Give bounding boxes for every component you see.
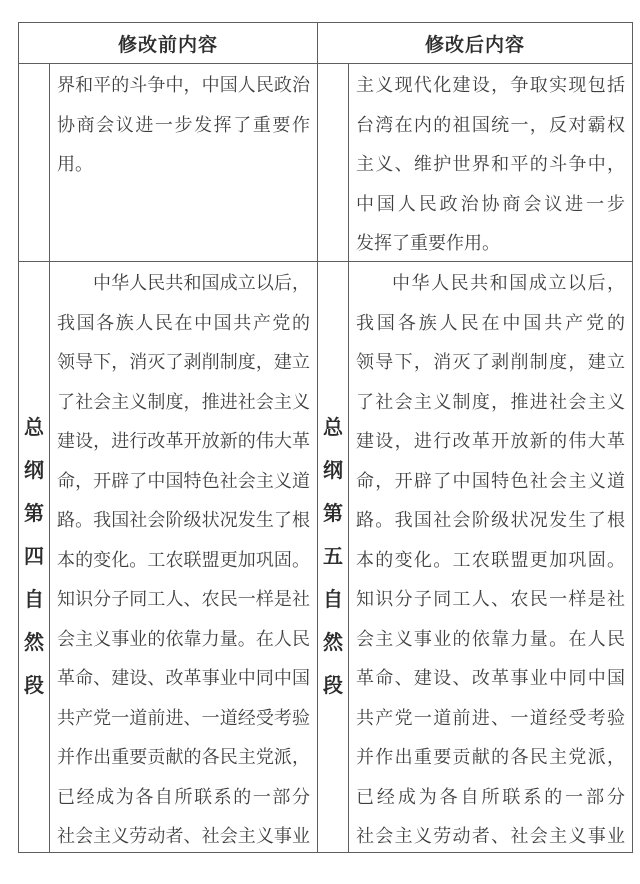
text-line: 命，开辟了中国特色社会主义道 [356,470,625,491]
text-line: 已经成为各自所联系的一部分 [356,786,625,807]
text-line: 共产党一道前进、一道经受考验 [57,707,310,728]
text-line: 我国各族人民在中国共产党的 [57,312,310,333]
column-header-after-label: 修改后内容 [424,34,525,56]
text-line: 主义现代化建设，争取实现包括 [356,75,625,95]
text-line: 中国人民政治协商会议进一步 [356,193,625,214]
text-line: 并作出重要贡献的各民主党派， [356,747,625,767]
revision-comparison-table [18,22,633,853]
vertical-label-char: 纲 [323,459,343,482]
after-continuation-label-cell [318,64,349,262]
column-header-after [318,23,632,64]
after-paragraph-label [318,262,349,852]
text-line: 界和平的斗争中，中国人民政治 [57,75,310,95]
text-line: 用。 [57,154,93,174]
text-line: 发挥了重要作用。 [356,233,500,253]
vertical-label-char: 自 [24,588,44,611]
text-line: 路。我国社会阶级状况发生了根 [57,510,310,530]
text-line: 并作出重要贡献的各民主党派， [57,747,310,767]
text-line: 我国各族人民在中国共产党的 [356,312,625,333]
text-line: 主义、维护世界和平的斗争中， [356,154,625,174]
text-line: 知识分子同工人、农民一样是社 [356,589,625,609]
vertical-label-char: 第 [323,502,343,525]
text-line: 会主义事业的依靠力量。在人民 [57,628,310,649]
after-continuation-text [349,64,632,262]
vertical-label-char: 段 [323,674,343,697]
text-line: 革命、建设、改革事业中同中国 [57,668,310,688]
text-line: 台湾在内的祖国统一，反对霸权 [356,114,625,135]
column-header-before-label: 修改前内容 [117,34,218,56]
text-line: 本的变化。工农联盟更加巩固。 [57,549,310,570]
text-line: 已经成为各自所联系的一部分 [57,786,310,807]
vertical-label-char: 然 [323,631,343,654]
vertical-label-char: 自 [323,588,343,611]
text-line: 建设，进行改革开放新的伟大革 [57,431,310,451]
text-line: 会主义事业的依靠力量。在人民 [356,628,625,649]
text-line: 知识分子同工人、农民一样是社 [57,589,310,609]
before-continuation-text [50,64,318,262]
after-paragraph-text [349,262,632,852]
before-paragraph-label [19,262,50,852]
vertical-label-char: 纲 [24,459,44,482]
text-line: 社会主义劳动者、社会主义事业 [57,826,310,846]
vertical-label-char: 第 [24,502,44,525]
text-line: 了社会主义制度，推进社会主义 [356,391,625,412]
vertical-label-char: 总 [323,416,343,439]
text-line: 共产党一道前进、一道经受考验 [356,707,625,728]
text-line: 本的变化。工农联盟更加巩固。 [356,549,625,570]
text-line: 社会主义劳动者、社会主义事业 [356,826,625,846]
vertical-label-char: 五 [323,545,343,568]
text-line: 领导下，消灭了剥削制度，建立 [57,352,310,372]
vertical-label-char: 四 [24,545,44,568]
text-line: 领导下，消灭了剥削制度，建立 [356,352,625,372]
text-line: 建设，进行改革开放新的伟大革 [356,431,625,451]
text-line: 了社会主义制度，推进社会主义 [57,391,310,412]
before-continuation-label-cell [19,64,50,262]
text-line: 协商会议进一步发挥了重要作 [57,114,310,135]
vertical-label-char: 然 [24,631,44,654]
vertical-label-char: 段 [24,674,44,697]
column-header-before [19,23,318,64]
text-line: 路。我国社会阶级状况发生了根 [356,510,625,530]
before-paragraph-text [50,262,318,852]
text-line: 中华人民共和国成立以后， [93,273,310,293]
text-line: 命，开辟了中国特色社会主义道 [57,470,310,491]
vertical-label-char: 总 [24,416,44,439]
text-line: 革命、建设、改革事业中同中国 [356,668,625,688]
text-line: 中华人民共和国成立以后， [392,273,625,293]
